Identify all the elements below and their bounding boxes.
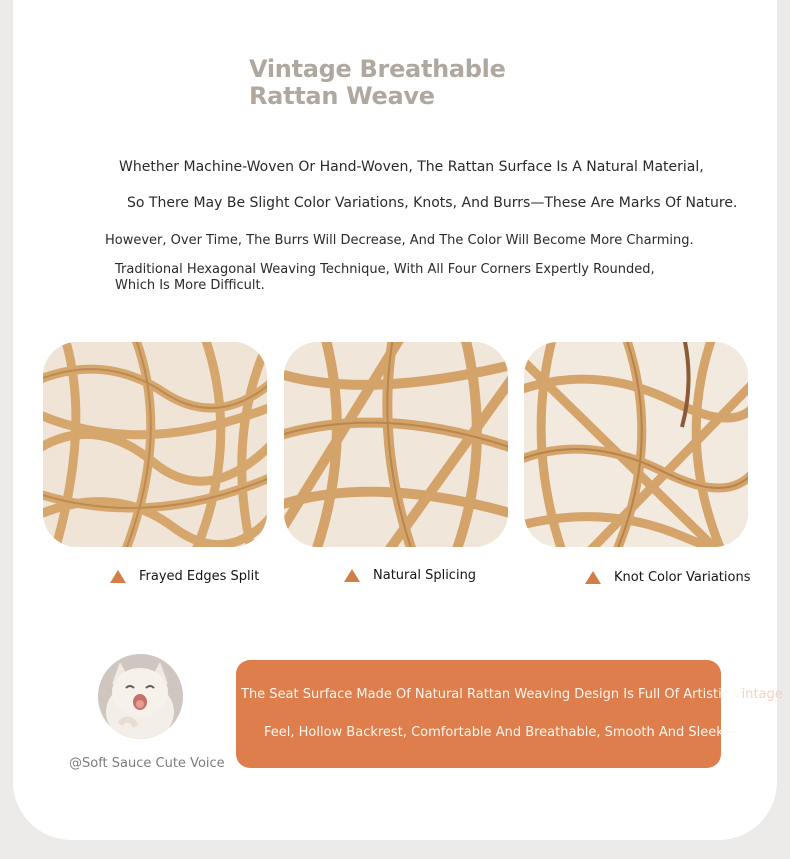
page-title	[249, 56, 506, 110]
feature-caption-2	[344, 568, 476, 583]
description-line-4	[115, 262, 655, 294]
triangle-marker-icon	[110, 570, 126, 583]
rattan-photo-natural-splicing	[284, 342, 508, 547]
feature-label-3: Knot Color Variations	[614, 570, 751, 585]
feature-caption-3	[585, 570, 750, 585]
review-text-line-1-main: The Seat Surface Made Of Natural Rattan Weaving Design Is Full Of Artistic V	[241, 687, 742, 702]
description-line-1: Whether Machine-Woven Or Hand-Woven, The Rattan Surface Is A Natural Material,	[119, 159, 704, 175]
reviewer-avatar	[98, 654, 183, 739]
description-line-4b: Which Is More Difficult.	[115, 278, 265, 293]
triangle-marker-icon	[344, 569, 360, 582]
review-text-line-1-tail: intage	[741, 687, 783, 702]
feature-label-2: Natural Splicing	[373, 568, 477, 583]
review-text-line-2: Feel, Hollow Backrest, Comfortable And Breathable, Smooth And Sleek ~	[264, 725, 739, 740]
review-bubble	[236, 660, 783, 768]
triangle-marker-icon	[585, 571, 601, 584]
rattan-photo-knot-variations	[524, 342, 748, 547]
title-line-2: Rattan Weave	[249, 82, 435, 110]
feature-label-1: Frayed Edges Split	[139, 569, 260, 584]
rattan-photo-frayed-edges	[43, 342, 267, 547]
description-line-3: However, Over Time, The Burrs Will Decrease, And The Color Will Become More Charming.	[105, 233, 694, 248]
reviewer-handle: @Soft Sauce Cute Voice	[69, 756, 225, 771]
feature-caption-1	[110, 569, 259, 584]
title-line-1: Vintage Breathable	[249, 55, 506, 83]
description-line-2: So There May Be Slight Color Variations, Knots, And Burrs—These Are Marks Of Nature.	[127, 195, 738, 211]
review-text-line-1	[241, 687, 783, 702]
description-line-4a: Traditional Hexagonal Weaving Technique, With All Four Corners Expertly Rounded,	[115, 262, 655, 277]
